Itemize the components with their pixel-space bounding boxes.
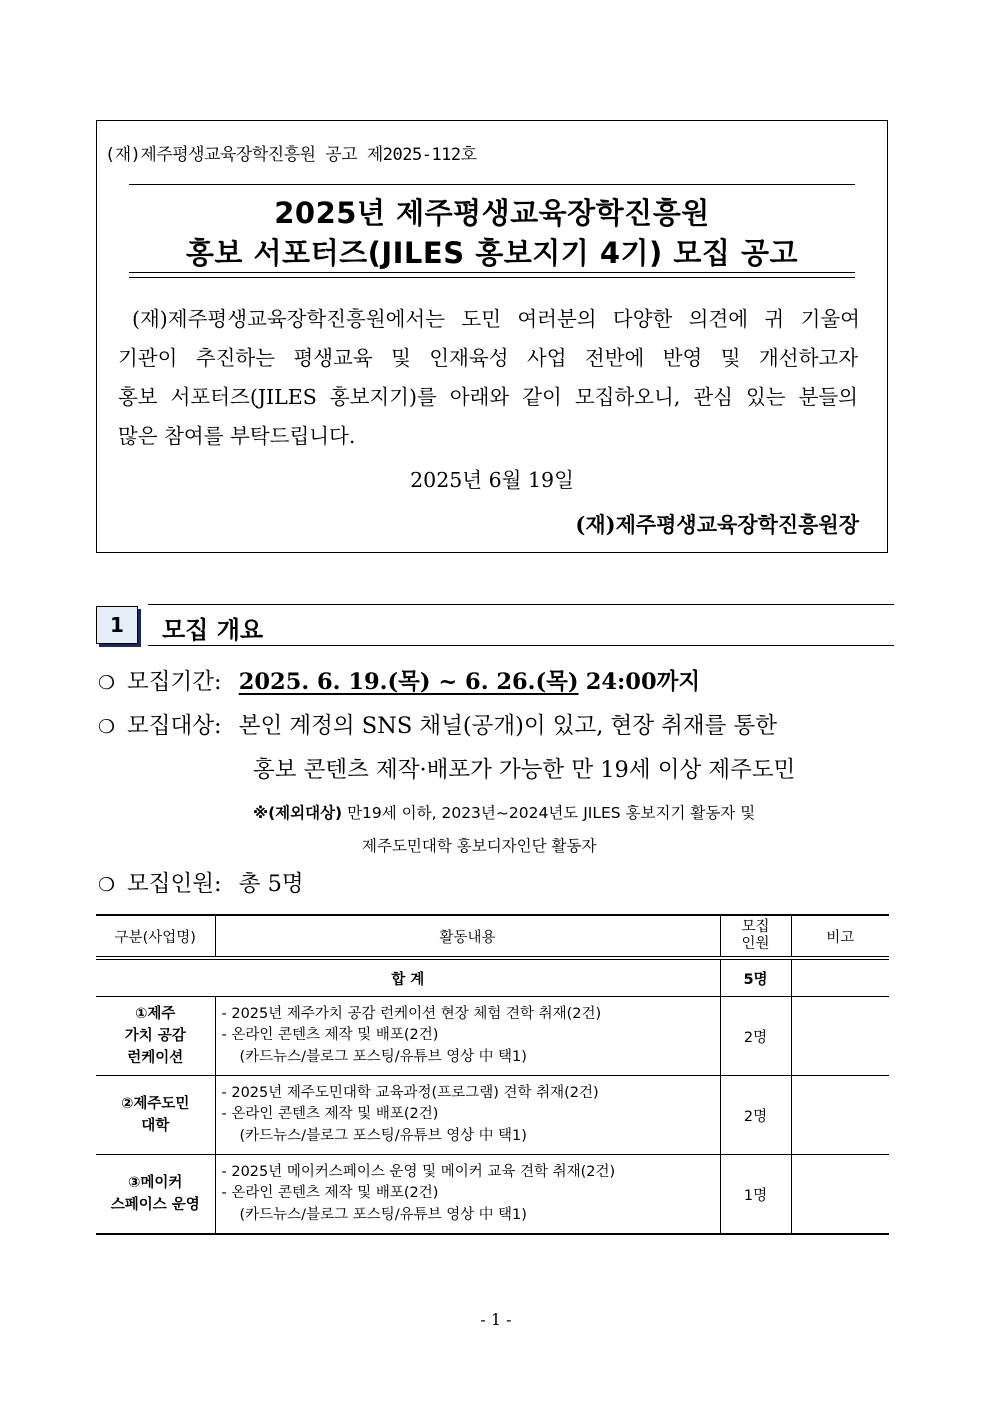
col-header-note: 비고 — [791, 915, 889, 957]
circle-bullet-icon: ❍ — [98, 874, 116, 896]
col-header-activity: 활동내용 — [215, 915, 720, 957]
notice-box — [96, 120, 888, 553]
notice-date: 2025년 6월 19일 — [410, 468, 574, 492]
col-header-category: 구분(사업명) — [96, 915, 215, 957]
count-item — [98, 866, 304, 898]
target-line1: 본인 계정의 SNS 채널(공개)이 있고, 현장 취재를 통한 — [238, 713, 777, 739]
row-note — [791, 997, 889, 1076]
period-suffix: 24:00까지 — [585, 669, 701, 695]
page-number: - 1 - — [480, 1310, 512, 1329]
row-count: 2명 — [720, 997, 791, 1076]
sum-count: 5명 — [720, 960, 791, 997]
period-value: 2025. 6. 19.(목) ~ 6. 26.(목) — [238, 669, 579, 695]
notice-title-line2: 홍보 서포터즈(JILES 홍보지기 4기) 모집 공고 — [185, 236, 799, 270]
period-item — [98, 664, 700, 696]
period-label: 모집기간: — [127, 669, 222, 695]
recruitment-table — [96, 914, 889, 1235]
notice-body-line: 많은 참여를 부탁드립니다. — [118, 424, 356, 448]
count-label: 모집인원: — [127, 871, 222, 897]
col-header-count: 모집 인원 — [720, 915, 791, 957]
row-note — [791, 1155, 889, 1235]
table-row — [96, 997, 889, 1076]
table-sum-row — [96, 960, 889, 997]
section-number: 1 — [96, 606, 138, 644]
exclude-note — [253, 801, 755, 823]
circle-bullet-icon: ❍ — [98, 672, 116, 694]
divider — [148, 604, 894, 605]
exclude-line1: 만19세 이하, 2023년~2024년도 JILES 홍보지기 활동자 및 — [347, 804, 756, 822]
row-count: 1명 — [720, 1155, 791, 1235]
divider — [129, 184, 855, 185]
notice-title-line1: 2025년 제주평생교육장학진흥원 — [274, 196, 710, 230]
table-row — [96, 1076, 889, 1155]
notice-body-line: (재)제주평생교육장학진흥원에서는 도민 여러분의 다양한 의견에 귀 기울여 — [132, 307, 860, 331]
notice-body-line: 홍보 서포터즈(JILES 홍보지기)를 아래와 같이 모집하오니, 관심 있는 분들의 — [118, 385, 858, 409]
sum-note — [791, 960, 889, 997]
table-header-row — [96, 915, 889, 957]
notice-issuer: (재)제주평생교육장학진흥원장 — [575, 512, 859, 537]
circle-bullet-icon: ❍ — [98, 716, 116, 738]
row-activity: - 2025년 메이커스페이스 운영 및 메이커 교육 견학 취재(2건) - 온라인 콘텐츠 제작 및 배포(2건) (카드뉴스/블로그 포스팅/유튜브 영상 中 택1) — [215, 1155, 720, 1235]
divider — [129, 272, 855, 273]
notice-number: (재)제주평생교육장학진흥원 공고 제2025-112호 — [105, 145, 477, 165]
notice-body-line: 기관이 추진하는 평생교육 및 인재육성 사업 전반에 반영 및 개선하고자 — [118, 346, 858, 370]
section-title: 모집 개요 — [162, 616, 264, 644]
table-row — [96, 1155, 889, 1235]
sum-label: 합 계 — [96, 960, 720, 997]
divider — [129, 277, 855, 278]
row-activity: - 2025년 제주도민대학 교육과정(프로그램) 견학 취재(2건) - 온라인 콘텐츠 제작 및 배포(2건) (카드뉴스/블로그 포스팅/유튜브 영상 中 택1) — [215, 1076, 720, 1155]
target-label: 모집대상: — [127, 713, 222, 739]
count-value: 총 5명 — [238, 871, 304, 897]
row-category: ②제주도민 대학 — [96, 1076, 215, 1155]
row-note — [791, 1076, 889, 1155]
divider — [148, 645, 894, 646]
target-line2: 홍보 콘텐츠 제작·배포가 가능한 만 19세 이상 제주도민 — [253, 757, 796, 783]
row-category: ①제주 가치 공감 런케이션 — [96, 997, 215, 1076]
target-item — [98, 708, 777, 740]
row-activity: - 2025년 제주가치 공감 런케이션 현장 체험 견학 취재(2건) - 온라인 콘텐츠 제작 및 배포(2건) (카드뉴스/블로그 포스팅/유튜브 영상 中 택1) — [215, 997, 720, 1076]
row-count: 2명 — [720, 1076, 791, 1155]
exclude-line2: 제주도민대학 홍보디자인단 활동자 — [362, 837, 597, 855]
row-category: ③메이커 스페이스 운영 — [96, 1155, 215, 1235]
exclude-label: ※(제외대상) — [253, 804, 343, 822]
